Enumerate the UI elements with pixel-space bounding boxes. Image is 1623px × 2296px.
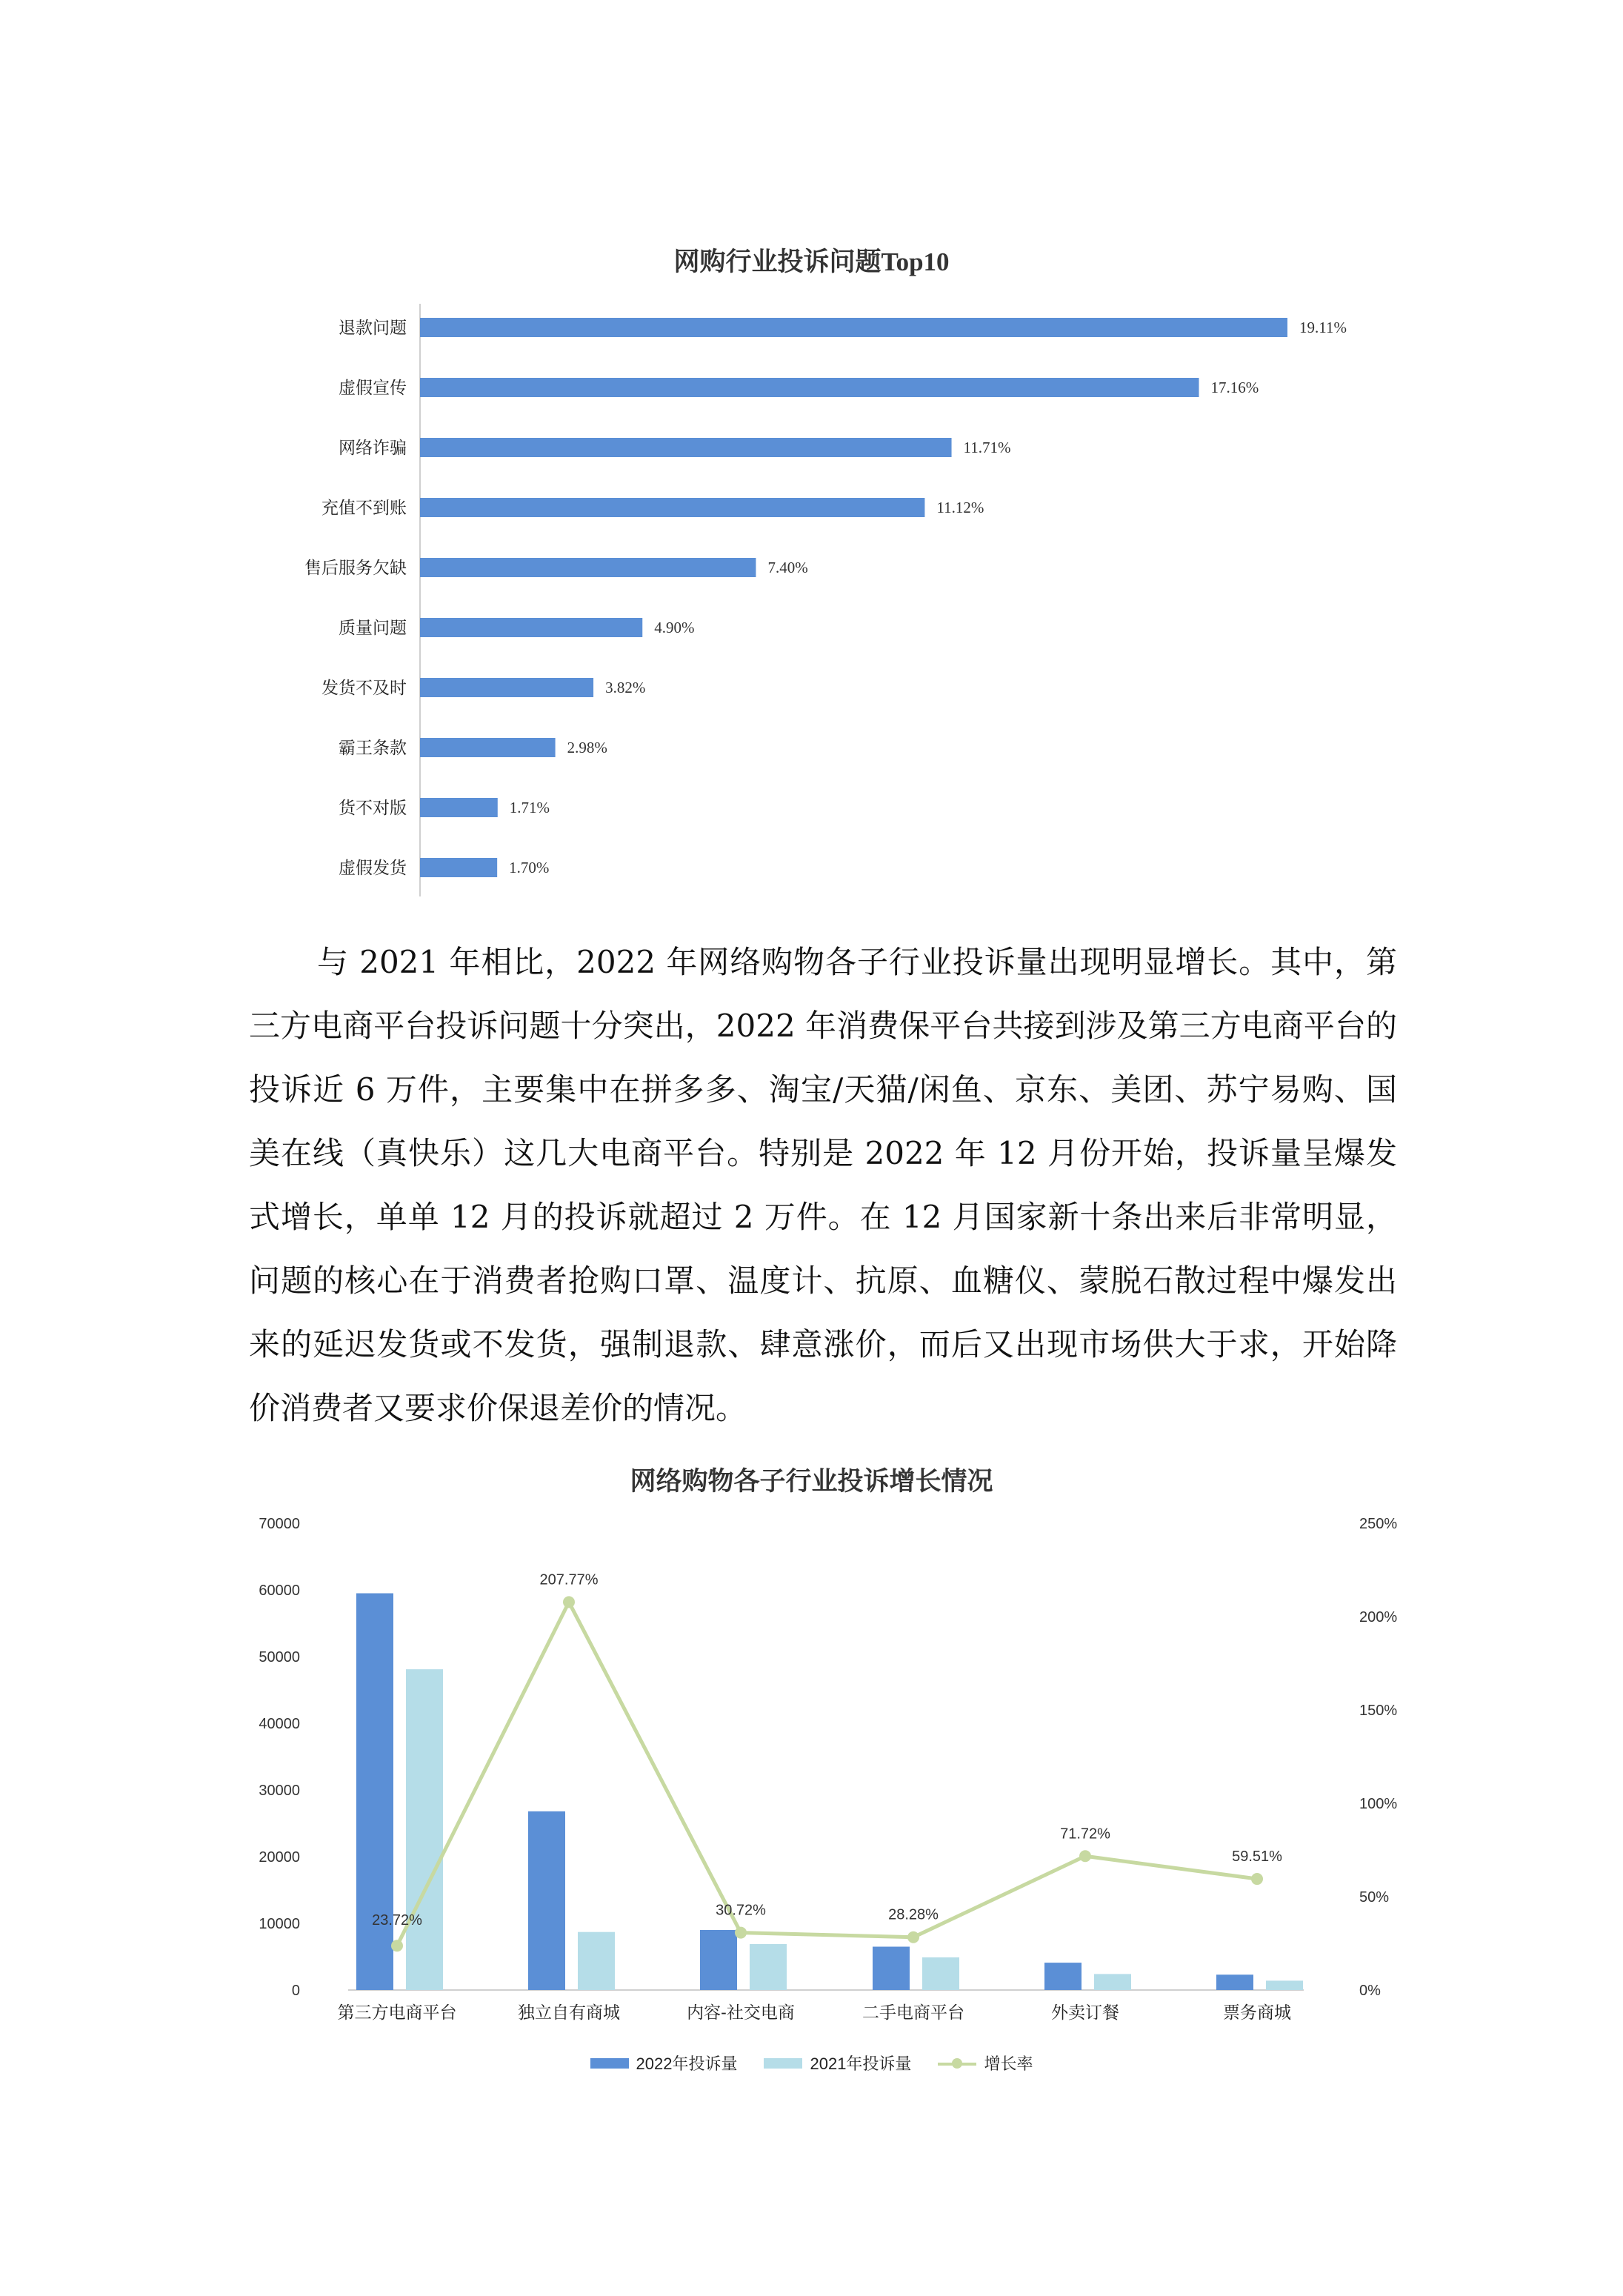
chart2-left-tick: 50000 xyxy=(259,1649,300,1666)
body-paragraph: 与 2021 年相比，2022 年网络购物各子行业投诉量出现明显增长。其中，第三方电商平台投诉问题十分突出，2022 年消费保平台共接到涉及第三方电商平台的投诉近 6 万件，主要集中在拼多多、淘宝/天猫/闲鱼、京东、美团、苏宁易购、国美在线（真快乐）这几大电商平台。特别是 2022 年 12 月份开始，投诉量呈爆发式增长，单单 12 月的投诉就超过 2 万件。在 12 月国家新十条出来后非常明显，问题的核心在于消费者抢购口罩、温度计、抗原、血糖仪、蒙脱石散过程中爆发出来的延迟发货或不发货，强制退款、肆意涨价，而后又出现市场供大于求，开始降价消费者又要求价保退差价的情况。 xyxy=(249,944,1397,1426)
legend-item-2022 xyxy=(590,2052,738,2074)
chart2-growth-point xyxy=(907,1931,919,1943)
chart2-title: 网络购物各子行业投诉增长情况 xyxy=(630,1467,993,1496)
chart2-left-tick: 0 xyxy=(291,1983,300,1999)
legend-swatch-2021 xyxy=(764,2058,802,2069)
chart2-right-tick: 50% xyxy=(1359,1889,1390,1906)
chart1-value-label: 3.82% xyxy=(605,679,646,696)
chart1-plot xyxy=(0,282,1623,919)
chart2-category-label: 内容-社交电商 xyxy=(687,2003,795,2022)
chart2-category-label: 第三方电商平台 xyxy=(337,2003,457,2022)
chart2-left-tick: 60000 xyxy=(259,1583,300,1599)
chart2-category-label: 独立自有商城 xyxy=(518,2003,620,2022)
chart1-category-label: 售后服务欠缺 xyxy=(304,558,407,577)
chart2-growth-point xyxy=(1251,1873,1263,1885)
legend-label-growth: 增长率 xyxy=(984,2054,1033,2073)
chart2-growth-label: 59.51% xyxy=(1232,1849,1282,1866)
chart1-category-label: 网络诈骗 xyxy=(339,438,407,457)
chart1-category-label: 退款问题 xyxy=(339,318,407,337)
chart1-category-label: 发货不及时 xyxy=(321,678,407,697)
chart2-bar-2021 xyxy=(922,1957,959,1990)
chart2-growth-label: 28.28% xyxy=(888,1906,939,1923)
chart2-growth-point xyxy=(563,1596,575,1608)
chart1-title: 网购行业投诉问题Top10 xyxy=(673,247,950,276)
chart1-value-label: 4.90% xyxy=(654,619,695,636)
chart1-value-label: 1.70% xyxy=(509,859,550,876)
chart1-category-label: 质量问题 xyxy=(339,618,407,637)
chart2-bar-2022 xyxy=(700,1930,737,1990)
chart1-bar xyxy=(420,498,924,517)
legend-label-2021: 2021年投诉量 xyxy=(810,2054,912,2073)
chart1-value-label: 19.11% xyxy=(1299,319,1347,336)
chart2-right-tick: 150% xyxy=(1359,1703,1398,1719)
chart2-category-label: 外卖订餐 xyxy=(1051,2003,1119,2022)
chart1-bar xyxy=(420,798,498,817)
chart1-category-label: 货不对版 xyxy=(339,798,407,817)
chart1-value-label: 11.71% xyxy=(963,439,1011,456)
chart2-growth-label: 30.72% xyxy=(716,1902,766,1919)
chart2-right-tick: 0% xyxy=(1359,1983,1381,1999)
legend-item-growth xyxy=(938,2052,1033,2074)
chart2-bar-2022 xyxy=(873,1947,910,1991)
chart2-right-tick: 100% xyxy=(1359,1796,1398,1812)
chart1-bar xyxy=(420,858,497,877)
chart2-left-tick: 30000 xyxy=(259,1783,300,1799)
chart2-legend xyxy=(0,2052,1623,2074)
chart2-right-tick: 200% xyxy=(1359,1609,1398,1625)
legend-swatch-2022 xyxy=(590,2058,629,2069)
chart2-bar-2021 xyxy=(750,1944,787,1990)
chart1-bar xyxy=(420,558,756,577)
chart1-bar xyxy=(420,678,593,697)
chart2-bar-2021 xyxy=(406,1669,443,1990)
chart1-bar xyxy=(420,318,1287,337)
chart1-category-label: 虚假宣传 xyxy=(339,378,407,397)
chart1-value-label: 1.71% xyxy=(509,799,550,816)
legend-item-2021 xyxy=(764,2052,911,2074)
chart2-growth-label: 207.77% xyxy=(539,1571,599,1588)
chart2-bar-2021 xyxy=(1266,1980,1303,1990)
chart2-bar-2022 xyxy=(356,1594,393,1991)
chart1-bar xyxy=(420,438,952,457)
chart2-left-tick: 70000 xyxy=(259,1516,300,1532)
chart2-category-label: 票务商城 xyxy=(1223,2003,1291,2022)
chart2-bar-2021 xyxy=(1094,1974,1131,1990)
chart1-value-label: 11.12% xyxy=(936,499,984,516)
chart2-left-tick: 10000 xyxy=(259,1916,300,1932)
chart2-growth-line xyxy=(397,1602,1257,1946)
chart2-growth-label: 23.72% xyxy=(372,1912,422,1929)
chart2-growth-point xyxy=(735,1927,747,1939)
chart1-category-label: 充值不到账 xyxy=(321,498,407,517)
chart2-growth-point xyxy=(1079,1850,1091,1862)
chart2-left-tick: 40000 xyxy=(259,1716,300,1732)
chart2-left-tick: 20000 xyxy=(259,1849,300,1866)
chart1-value-label: 2.98% xyxy=(567,739,607,756)
chart2-growth-point xyxy=(391,1940,403,1951)
chart1-value-label: 17.16% xyxy=(1210,379,1259,396)
chart1-bar xyxy=(420,618,642,637)
chart2-category-label: 二手电商平台 xyxy=(862,2003,964,2022)
chart2-bar-2021 xyxy=(578,1932,615,1990)
chart2-bar-2022 xyxy=(528,1811,565,1990)
chart2-bar-2022 xyxy=(1044,1963,1082,1990)
chart2-growth-label: 71.72% xyxy=(1060,1826,1110,1843)
chart2-right-tick: 250% xyxy=(1359,1516,1398,1532)
chart1-category-label: 虚假发货 xyxy=(339,858,407,877)
legend-swatch-growth xyxy=(938,2056,976,2071)
chart1-value-label: 7.40% xyxy=(767,559,808,576)
chart1-category-label: 霸王条款 xyxy=(339,738,407,757)
chart2-plot xyxy=(0,1504,1623,2067)
chart1-bar xyxy=(420,378,1199,397)
chart1-bar xyxy=(420,738,556,757)
legend-label-2022: 2022年投诉量 xyxy=(636,2054,738,2073)
chart2-bar-2022 xyxy=(1216,1974,1253,1990)
